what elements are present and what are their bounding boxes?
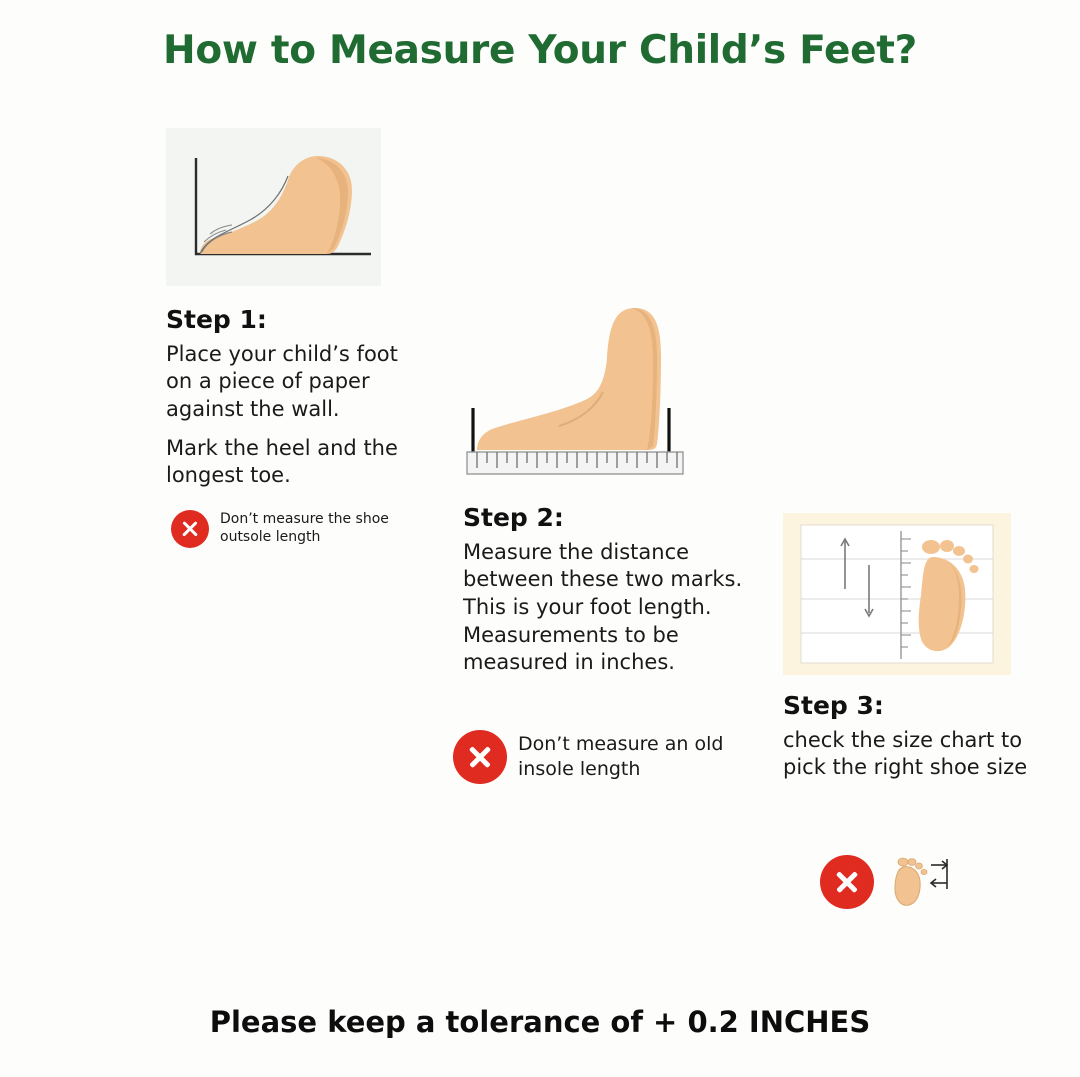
step-2-body [463,539,778,678]
step-2-body-line-1: Measure the distance between these two marks. This is your foot length. Measurements to be measured in inches. [463,539,743,675]
cross-icon [453,730,507,784]
step-1-body [166,341,406,491]
tolerance-note: Please keep a tolerance of + 0.2 INCHES [209,1005,871,1039]
step-2-warning [453,730,753,784]
insole-measure-icon [885,853,953,911]
step-3-heading: Step 3: [783,691,884,720]
step-3-body-line-1: check the size chart to pick the right shoe size [783,727,1028,780]
cross-icon [171,510,209,548]
step-3-warning [820,853,1020,911]
step-2-text [463,504,778,677]
cross-icon [820,855,874,909]
foot-on-ruler-illustration [463,300,763,485]
foot-against-wall-illustration [166,128,381,286]
foot-size-chart-illustration [783,513,1011,675]
step-3-body [783,727,1028,782]
step-1-body-line-2: Mark the heel and the longest toe. [166,435,398,488]
step-1-warning-text: Don’t measure the shoe outsole length [220,511,389,545]
step-2-warning-text: Don’t measure an old insole length [518,733,724,780]
step-1-body-line-1: Place your child’s foot on a piece of paper against the wall. [166,341,398,421]
step-1-text [166,306,406,490]
step-2-heading: Step 2: [463,503,564,532]
step-1-heading: Step 1: [166,305,267,334]
step-3-text [783,692,1028,782]
step-2-block [463,300,783,780]
step-1-block [166,128,426,545]
step-1-warning [171,510,411,548]
page-title: How to Measure Your Child’s Feet? [163,28,917,73]
step-3-block [783,513,1033,782]
